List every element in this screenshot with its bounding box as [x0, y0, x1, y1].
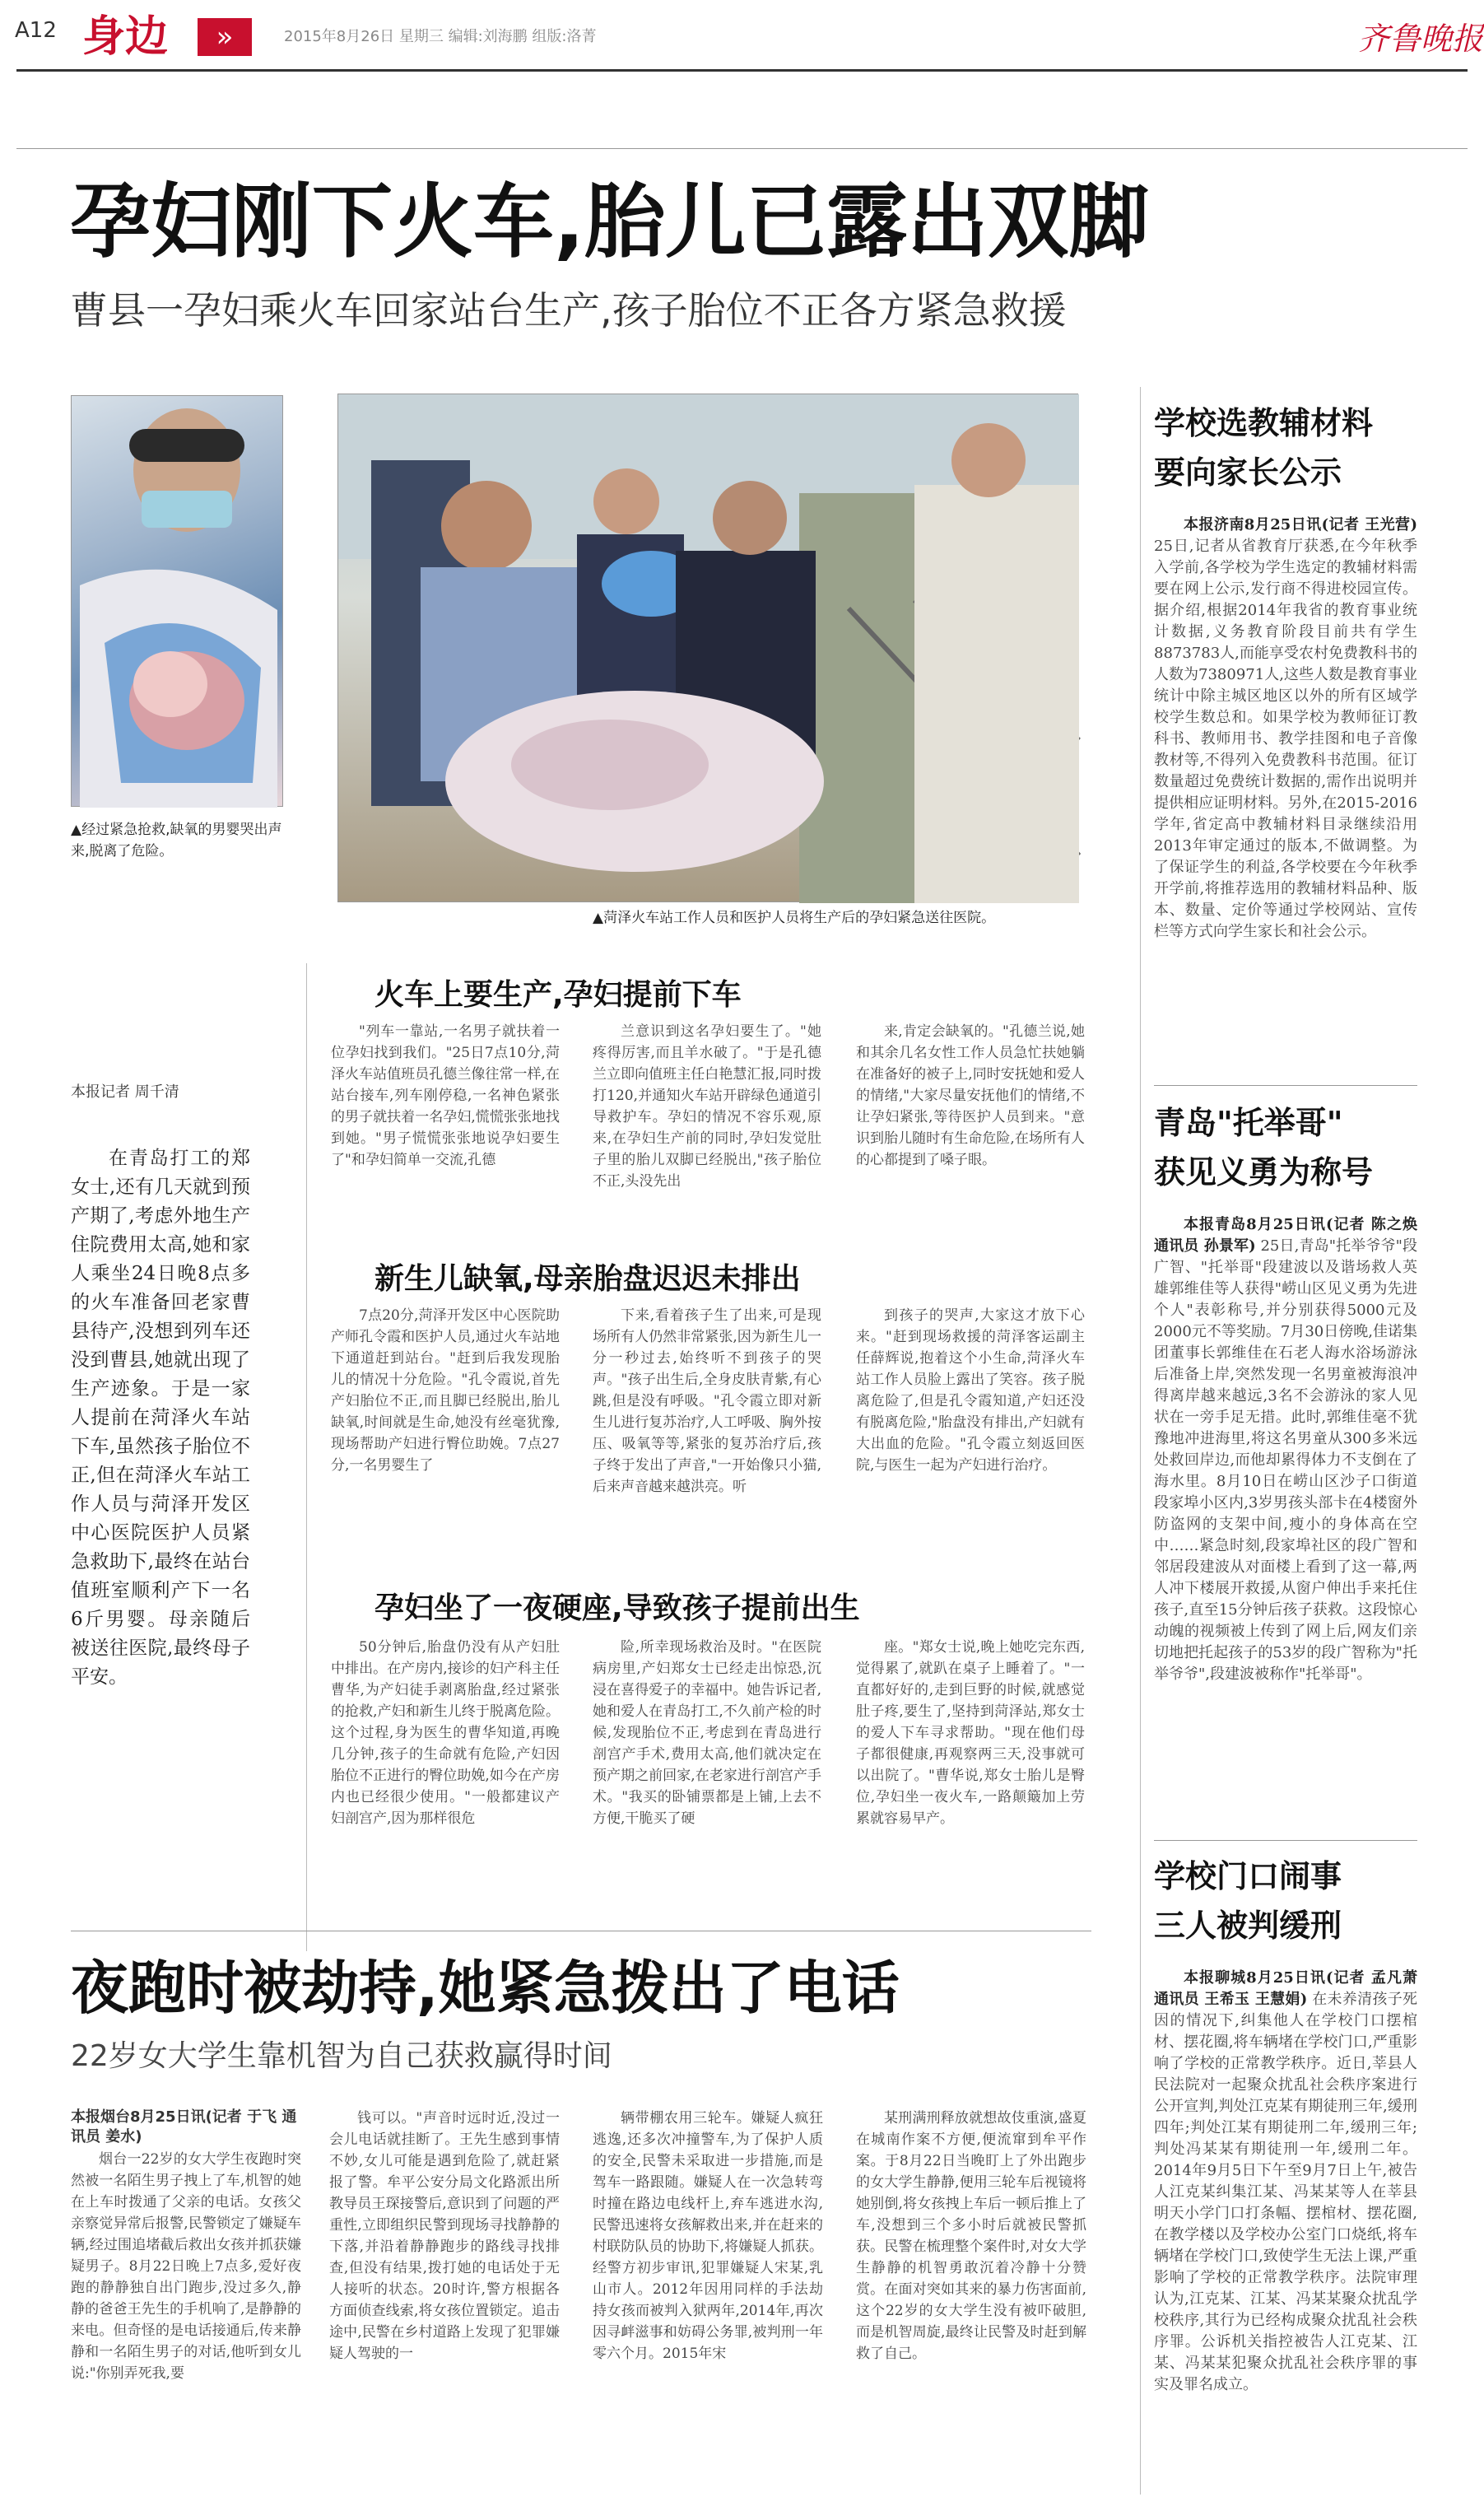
- newspaper-brand: 齐鲁晚报: [1358, 21, 1484, 57]
- story2-col2-text: 钱可以。"声音时远时近,没过一会儿电话就挂断了。王先生感到事情不妙,女儿可能是遇到危险了,就赶紧报了警。牟平公安分局文化路派出所教导员王琛接警后,意识到了问题的严重性,立即组织民警到现场寻找静静的下落,并沿着静静跑步的路线寻找排查,但没有结果,拨打她的电话处于无人接听的状态。20时许,警方根据各方面侦查线索,将女孩位置锁定。追击途中,民警在乡村道路上发现了犯罪嫌疑人驾驶的一: [329, 2110, 560, 2362]
- story2-col4-text: 某刑满刑释放就想故伎重演,盛夏在城南作案不方便,便流窜到牟平作案。于8月22日当晚盯上了外出跑步的女大学生静静,便用三轮车后视镜将她别倒,将女孩拽上车后一顿后推上了车,没想到三个多小时后就被民警抓获。民警在梳理整个案件时,对女大学生静静的机智勇敢沉着冷静十分赞赏。在面对突如其来的暴力伤害面前,这个22岁的女大学生没有被吓破胆,而是机智周旋,最终让民警及时赶到解救了自己。: [856, 2110, 1086, 2362]
- story1-sec1-col2: [593, 1021, 821, 1218]
- story1-sec1-col1-text: "列车一靠站,一名男子就扶着一位孕妇找到我们。"25日7点10分,菏泽火车站值班员孔德兰像往常一样,在站台接车,列车刚停稳,一名神色紧张的男子就扶着一名孕妇,慌慌张张地找到她。"男子慌慌张张地说孕妇要生了"和孕妇简单一交流,孔德: [331, 1023, 560, 1168]
- story1-byline: 本报记者 周千清: [71, 1083, 179, 1101]
- sidebar-rule-2: [1154, 1840, 1417, 1841]
- sidebar3-dateline: 本报聊城8月25日讯(记者 孟凡萧 通讯员 王希玉 王慧娟): [1154, 1969, 1417, 2008]
- sidebar1-text: 25日,记者从省教育厅获悉,在今年秋季入学前,各学校为学生选定的教辅材料需要在网上公示,发行商不得进校园宣传。据介绍,根据2014年我省的教育事业统计数据,义务教育阶段目前共有学生8873783人,而能享受农村免费教科书的人数为7380971人,这些人数是教育事业统计中除主城区地区以外的所有区域学校学生数总和。如果学校为教师征订教科书、教师用书、教学挂图和电子音像教材等,不得列入免费教科书范围。征订数量超过免费统计数据的,需作出说明并提供相应证明材料。另外,在2015-2016学年,省定高中教辅材料目录继续沿用2013年审定通过的版本,不做调整。为了保证学生的利益,各学校要在今年秋季开学前,将推荐选用的教辅材料品种、版本、数量、定价等通过学校网站、宣传栏等方式向学生家长和社会公示。: [1154, 538, 1417, 940]
- header-rule: [16, 69, 1468, 72]
- story1-sec1-title: 火车上要生产,孕妇提前下车: [374, 978, 742, 1012]
- story2-headline: 夜跑时被劫持,她紧急拨出了电话: [71, 1954, 900, 2022]
- story1-sec3-col3-text: 座。"郑女士说,晚上她吃完东西,觉得累了,就趴在桌子上睡着了。"一直都好好的,走到巨野的时候,就感觉肚子疼,要生了,坚持到菏泽站,郑女士的爱人下车寻求帮助。"现在他们母子都很健康,再观察两三天,没事就可以出院了。"曹华说,郑女士胎儿是臀位,孕妇坐一夜火车,一路颠簸加上劳累就容易早产。: [856, 1639, 1085, 1827]
- story1-sec2-col2: [593, 1305, 821, 1564]
- issue-meta: 2015年8月26日 星期三 编辑:刘海鹏 组版:洛菁: [284, 28, 597, 45]
- story2-col3-text: 辆带棚农用三轮车。嫌疑人疯狂逃逸,还多次冲撞警车,为了保护人质的安全,民警未采取进一步措施,而是驾车一路跟随。嫌疑人在一次急转弯时撞在路边电线杆上,弃车逃进水沟,民警迅速将女孩解救出来,并在赶来的村联防队员的协助下,将嫌疑人抓获。经警方初步审讯,犯罪嫌疑人宋某,乳山市人。2012年因用同样的手法劫持女孩而被判入狱两年,2014年,再次因寻衅滋事和妨碍公务罪,被判刑一年零六个月。2015年宋: [593, 2110, 823, 2362]
- story1-sec1-col3-text: 来,肯定会缺氧的。"孔德兰说,她和其余几名女性工作人员急忙扶她躺在准备好的被子上,同时安抚她和爱人的情绪,"大家尽量安抚他们的情绪,不让孕妇紧张,等待医护人员到来。"意识到胎儿随时有生命危险,在场所有人的心都提到了嗓子眼。: [856, 1023, 1085, 1168]
- story2-col1-text: 烟台一22岁的女大学生夜跑时突然被一名陌生男子拽上了车,机智的她在上车时拨通了父亲的电话。女孩父亲察觉异常后报警,民警锁定了嫌疑车辆,经过围追堵截后救出女孩并抓获嫌疑男子。8月22日晚上7点多,爱好夜跑的静静独自出门跑步,没过多久,静静的爸爸王先生的手机响了,是静静的来电。但奇怪的是电话接通后,传来静静和一名陌生男子的对话,他听到女儿说:"你别弄死我,要: [71, 2151, 301, 2382]
- story1-sec2-col1: [331, 1305, 560, 1564]
- sidebar1-title-line1: 学校选教辅材料: [1154, 405, 1374, 441]
- story1-sec2-col2-text: 下来,看着孩子生了出来,可是现场所有人仍然非常紧张,因为新生儿一分一秒过去,始终听不到孩子的哭声。"孩子出生后,全身皮肤青紫,有心跳,但是没有呼吸。"孔令霞立即对新生儿进行复苏治疗,人工呼吸、胸外按压、吸氧等等,紧张的复苏治疗后,孩子终于发出了声音,"一开始像只小猫,后来声音越来越洪亮。听: [593, 1307, 821, 1495]
- story1-lead: [71, 1144, 250, 1688]
- story1-sec1-col1: [331, 1021, 560, 1218]
- sidebar1-title-line2: 要向家长公示: [1154, 454, 1342, 491]
- story1-sec3-title: 孕妇坐了一夜硬座,导致孩子提前出生: [374, 1591, 860, 1625]
- photo-newborn-caption: ▲经过紧急抢救,缺氧的男婴哭出声来,脱离了危险。: [71, 822, 282, 860]
- story1-sec3-col3: [856, 1637, 1085, 1917]
- sidebar2-body: [1154, 1214, 1417, 1836]
- story2-byline: 本报烟台8月25日讯(记者 于飞 通讯员 姜水): [71, 2108, 297, 2145]
- sidebar2-title-line2: 获见义勇为称号: [1154, 1154, 1374, 1190]
- section-name: 身边: [82, 12, 169, 62]
- sidebar-rule-1: [1154, 1085, 1417, 1086]
- sidebar3-title-line2: 三人被判缓刑: [1154, 1908, 1342, 1944]
- sidebar2-title-line1: 青岛"托举哥": [1154, 1105, 1343, 1141]
- story1-divider: [306, 963, 307, 1951]
- sidebar3-title-line1: 学校门口闹事: [1154, 1858, 1342, 1894]
- sidebar1-body: [1154, 515, 1417, 1083]
- sidebar2-text: 25日,青岛"托举爷爷"段广智、"托举哥"段建波以及谐场救人英雄郭维佳等人获得"崂山区见义勇为先进个人"表彰称号,并分别获得5000元及2000元不等奖励。7月30日傍晚,佳诺集团董事长郭维佳在石老人海水浴场游泳后准备上岸,突然发现一名男童被海浪冲得离岸越来越远,3名不会游泳的家人见状在一旁手足无措。此时,郭维佳毫不犹豫地冲进海里,将这名男童从300多米远处救回岸边,而他却累得体力不支倒在了海水里。8月10日在崂山区沙子口街道段家埠小区内,3岁男孩头部卡在4楼窗外防盗网的支架中间,瘦小的身体高在空中……紧急时刻,段家埠社区的段广智和邻居段建波从对面楼上看到了这一幕,两人冲下楼展开救援,从窗户伸出手来托住孩子,直至15分钟后孩子获救。这段惊心动魄的视频被上传到了网上后,网友们亲切地把托起孩子的53岁的段广智称为"托举爷爷",段建波被称作"托举哥"。: [1154, 1237, 1417, 1683]
- story1-sec3-col2: [593, 1637, 821, 1917]
- story1-sec3-col1-text: 50分钟后,胎盘仍没有从产妇肚中排出。在产房内,接诊的妇产科主任曹华,为产妇徒手剥离胎盘,经过紧张的抢救,产妇和新生儿终于脱离危险。这个过程,身为医生的曹华知道,再晚几分钟,孩子的生命就有危险,产妇因胎位不正进行的臀位助娩,如今在产房内也已经很少使用。"一般都建议产妇剖宫产,因为那样很危: [331, 1639, 560, 1827]
- story1-sec3-col1: [331, 1637, 560, 1917]
- story1-subhead: 曹县一孕妇乘火车回家站台生产,孩子胎位不正各方紧急救援: [70, 288, 1067, 333]
- story2-col1: [71, 2149, 301, 2495]
- sidebar3-text: 在未养清孩子死因的情况下,纠集他人在学校门口摆棺材、摆花圈,将车辆堵在学校门口,严重影响了学校的正常教学秩序。近日,莘县人民法院对一起聚众扰乱社会秩序案进行公开宣判,判处江克某有期徒刑三年,缓刑四年;判处江某有期徒刑二年,缓刑三年;判处冯某某有期徒刑一年,缓刑二年。2014年9月5日下午至9月7日上午,被告人江克某纠集江某、冯某某等人在莘县明天小学门口打条幅、摆棺材、摆花圈,在教学楼以及学校办公室门口烧纸,将车辆堵在学校门口,致使学生无法上课,严重影响了学校的正常教学秩序。法院审理认为,江克某、江某、冯某某聚众扰乱学校秩序,其行为已经构成聚众扰乱社会秩序罪。公诉机关指控被告人江克某、江某、冯某某犯聚众扰乱社会秩序罪的事实及罪名成立。: [1154, 1991, 1417, 2393]
- story2-col4: [856, 2108, 1086, 2495]
- sidebar1-dateline: 本报济南8月25日讯(记者 王光营): [1184, 516, 1417, 533]
- story1-headline: 孕妇刚下火车,胎儿已露出双脚: [70, 175, 1150, 269]
- header-thin-rule: [16, 148, 1468, 149]
- story1-sec2-col1-text: 7点20分,菏泽开发区中心医院助产师孔令霞和医护人员,通过火车站地下通道赶到站台。"赶到后我发现胎儿的情况十分危险。"孔令霞说,首先产妇胎位不正,而且脚已经脱出,胎儿缺氧,时间就是生命,她没有丝毫犹豫,现场帮助产妇进行臀位助娩。7点27分,一名男婴生了: [331, 1307, 560, 1474]
- sidebar2-dateline: 本报青岛8月25日讯(记者 陈之焕 通讯员 孙景军): [1154, 1216, 1417, 1255]
- sidebar-divider: [1140, 387, 1141, 2495]
- photo-station-rescue: [337, 394, 1078, 902]
- photo-newborn-illustration: [72, 396, 284, 808]
- photo-station-caption: ▲菏泽火车站工作人员和医护人员将生产后的孕妇紧急送往医院。: [593, 910, 996, 926]
- page-number: A12: [15, 18, 57, 43]
- story1-sec1-col3: [856, 1021, 1085, 1218]
- story1-sec2-title: 新生儿缺氧,母亲胎盘迟迟未排出: [374, 1262, 801, 1296]
- story1-sec2-col3: [856, 1305, 1085, 1564]
- section-arrow-icon: »: [198, 18, 252, 56]
- story1-sec3-col2-text: 险,所幸现场救治及时。"在医院病房里,产妇郑女士已经走出惊恐,沉浸在喜得爱子的幸福中。她告诉记者,她和爱人在青岛打工,不久前产检的时候,发现胎位不正,考虑到在青岛进行剖宫产手术,费用太高,他们就决定在预产期之前回家,在老家进行剖宫产手术。"我买的卧铺票都是上铺,上去不方便,干脆买了硬: [593, 1639, 821, 1827]
- story2-subhead: 22岁女大学生靠机智为自己获救赢得时间: [71, 2039, 612, 2073]
- photo-newborn: [71, 395, 283, 807]
- story2-col3: [593, 2108, 823, 2495]
- story2-col2: [329, 2108, 560, 2495]
- sidebar3-body: [1154, 1968, 1417, 2495]
- story1-lead-text: 在青岛打工的郑女士,还有几天就到预产期了,考虑外地生产住院费用太高,她和家人乘坐24日晚8点多的火车准备回老家曹县待产,没想到列车还没到曹县,她就出现了生产迹象。于是一家人提前在菏泽火车站下车,虽然孩子胎位不正,但在菏泽火车站工作人员与菏泽开发区中心医院医护人员紧急救助下,最终在站台值班室顺利产下一名6斤男婴。母亲随后被送往医院,最终母子平安。: [71, 1148, 250, 1688]
- story1-sec1-col2-text: 兰意识到这名孕妇要生了。"她疼得厉害,而且羊水破了。"于是孔德兰立即向值班主任白艳慧汇报,同时拨打120,并通知火车站开辟绿色通道引导救护车。孕妇的情况不容乐观,原来,在孕妇生产前的同时,孕妇发觉肚子里的胎儿双脚已经脱出,"孩子胎位不正,头没先出: [593, 1023, 821, 1190]
- photo-station-illustration: [338, 394, 1079, 903]
- story1-sec2-col3-text: 到孩子的哭声,大家这才放下心来。"赶到现场救援的菏泽客运副主任薛辉说,抱着这个小生命,菏泽火车站工作人员脸上露出了笑容。孩子脱离危险了,但是孔令霞知道,产妇还没有脱离危险,"胎盘没有排出,产妇就有大出血的危险。"孔令霞立刻返回医院,与医生一起为产妇进行治疗。: [856, 1307, 1085, 1474]
